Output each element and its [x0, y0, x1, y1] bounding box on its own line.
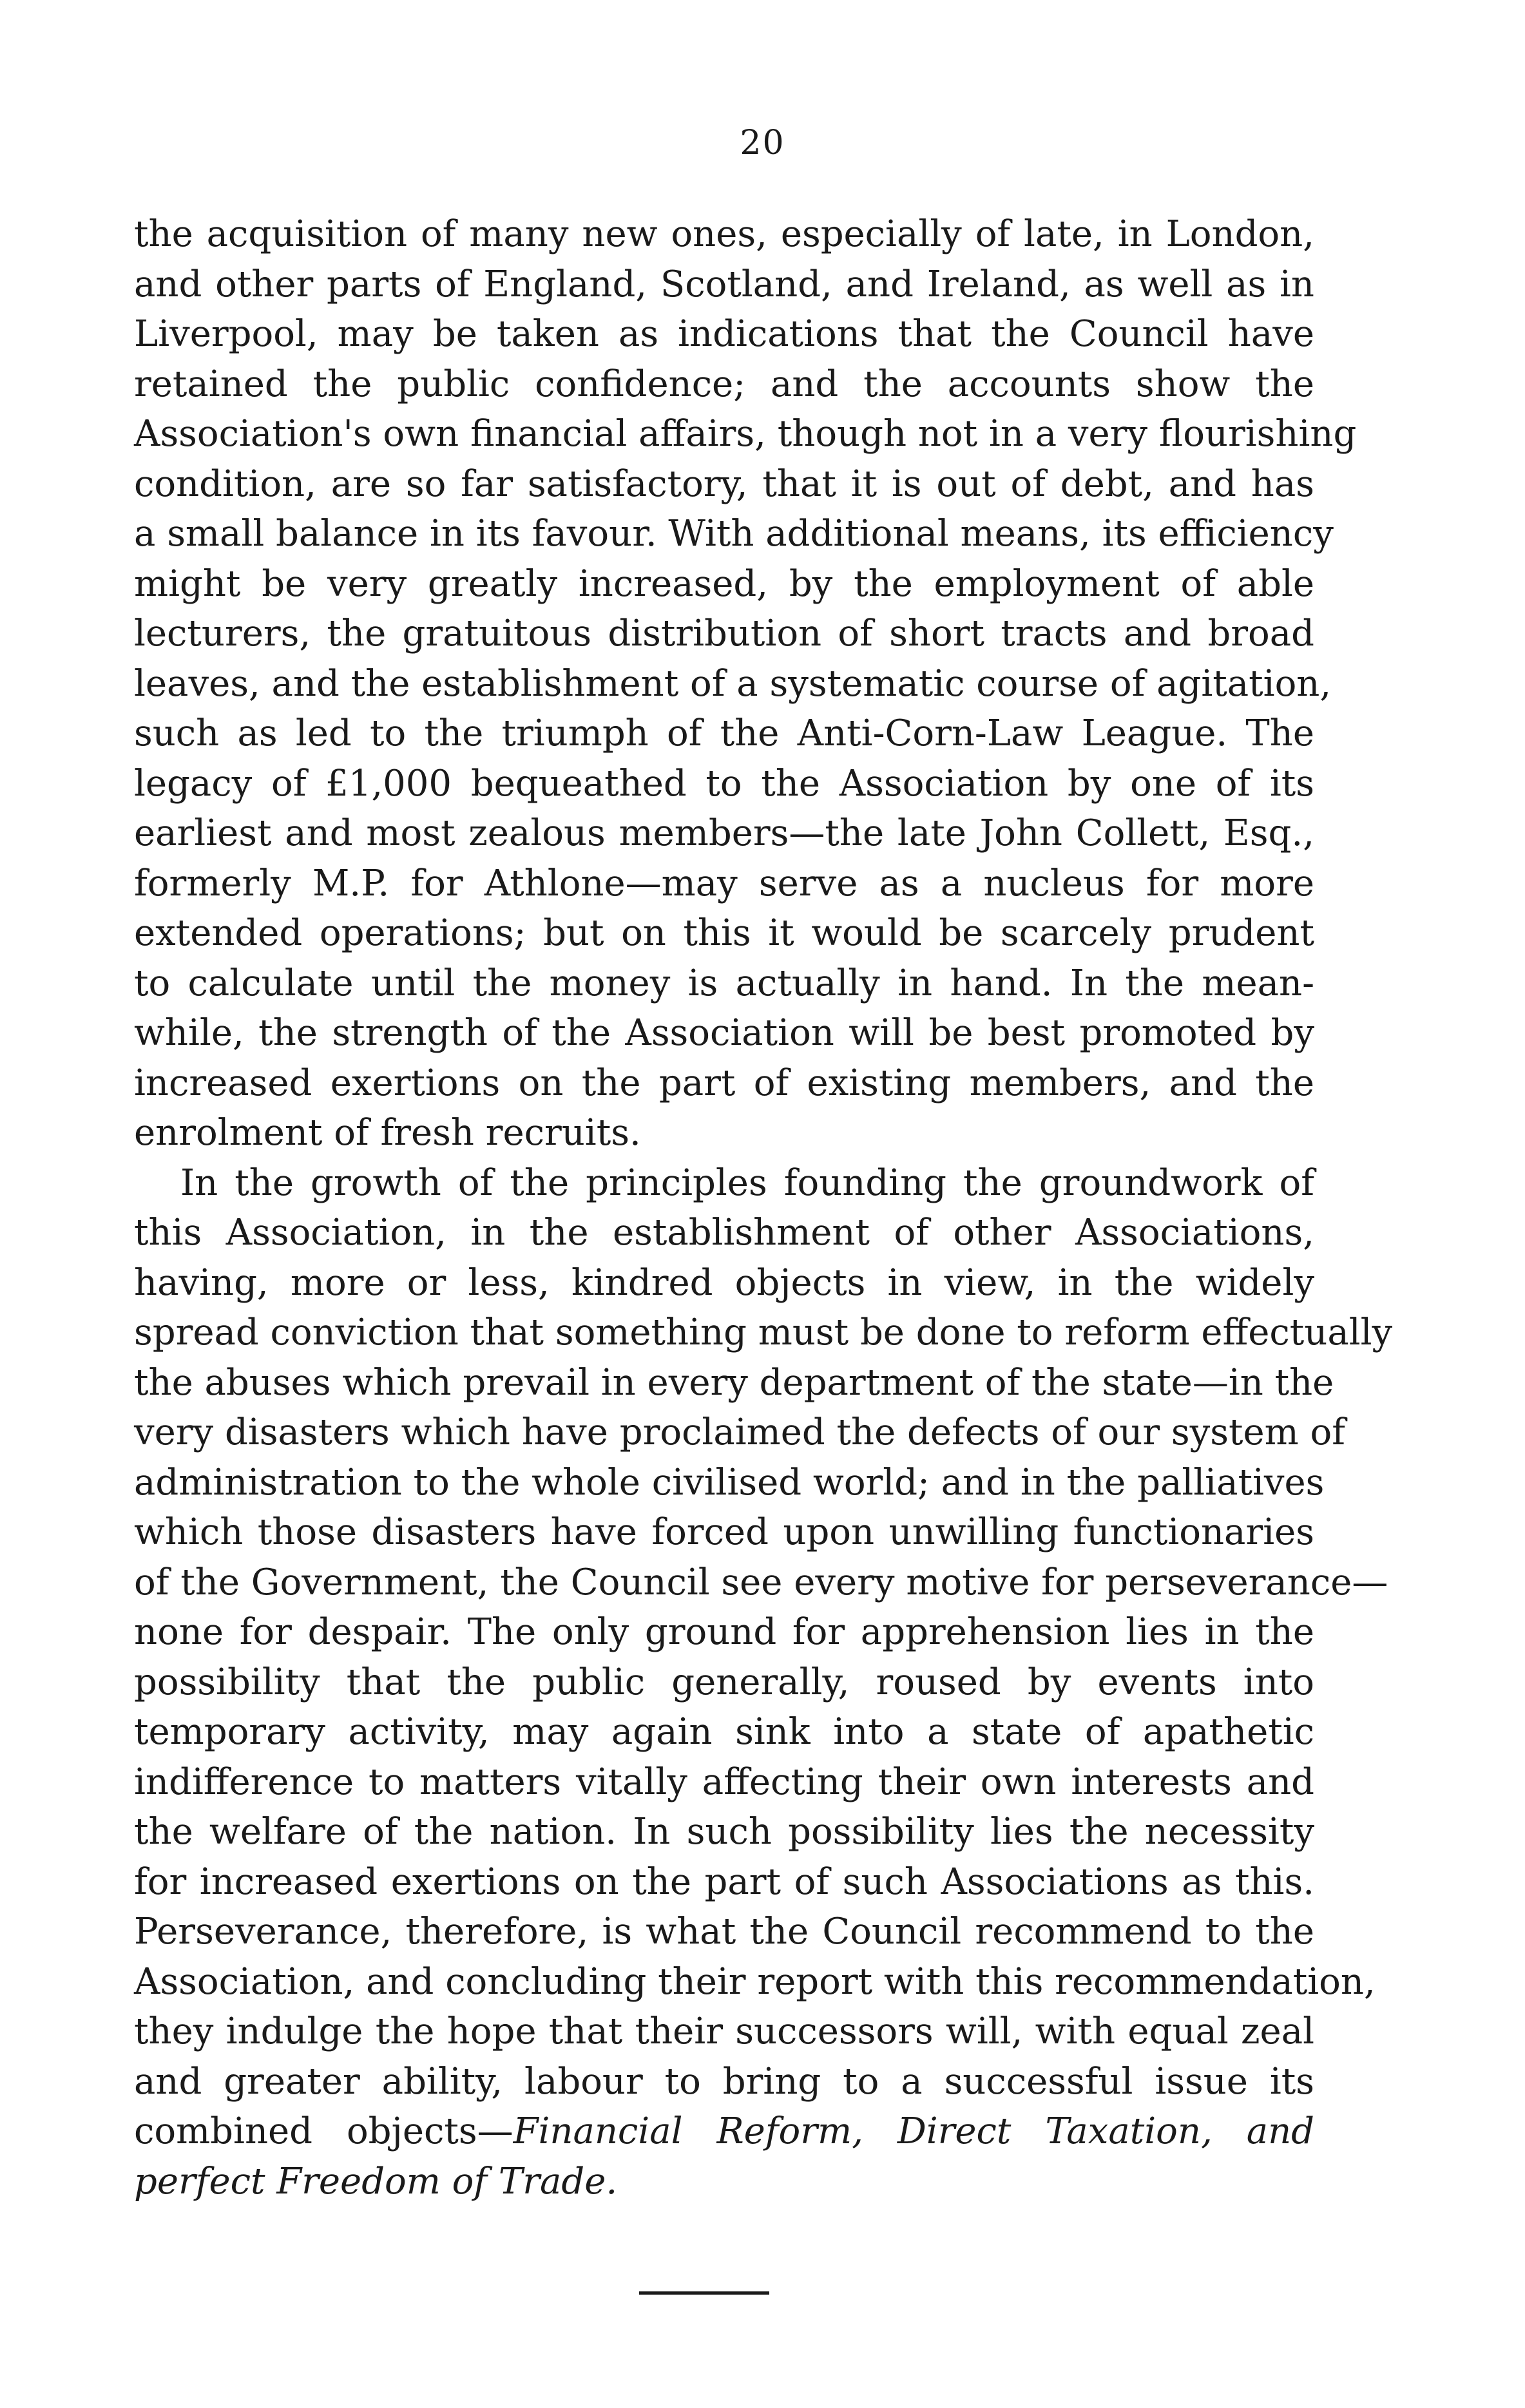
- text-line: condition, are so far satisfactory, that it is out of debt, and has: [134, 463, 1314, 505]
- text-line: retained the public confidence; and the accounts show the: [134, 363, 1314, 405]
- text-line: In the growth of the principles founding the groundwork of: [180, 1161, 1314, 1204]
- paragraph-1: [134, 209, 1357, 1158]
- text-line: they indulge the hope that their successors will, with equal zeal: [134, 2011, 1314, 2052]
- text-line: spread conviction that something must be done to reform effectually: [134, 1312, 1393, 1353]
- text-line: temporary activity, may again sink into a state of apathetic: [134, 1711, 1314, 1753]
- text-line: this Association, in the establishment of other Associations,: [134, 1212, 1314, 1254]
- text-line-roman-part: combined objects—: [134, 2110, 513, 2152]
- text-line: extended operations; but on this it would be scarcely prudent: [134, 912, 1314, 954]
- text-line: a small balance in its favour. With additional means, its efficiency: [134, 513, 1334, 555]
- text-line: none for despair. The only ground for apprehension lies in the: [134, 1611, 1314, 1653]
- text-line: while, the strength of the Association will be best promoted by: [134, 1012, 1314, 1054]
- text-line: of the Government, the Council see every motive for perseverance—: [134, 1561, 1388, 1603]
- paragraph-2: [134, 1158, 1393, 2207]
- text-line: lecturers, the gratuitous distribution of short tracts and broad: [134, 613, 1314, 655]
- text-line: and other parts of England, Scotland, and Ireland, as well as in: [134, 263, 1314, 305]
- text-line: and greater ability, labour to bring to a successful issue its: [134, 2060, 1314, 2103]
- text-line: Association, and concluding their report with this recommendation,: [134, 1960, 1376, 2003]
- text-line: might be very greatly increased, by the employment of able: [134, 562, 1314, 605]
- text-line: very disasters which have proclaimed the defects of our system of: [134, 1411, 1345, 1453]
- text-line: leaves, and the establishment of a systematic course of agitation,: [134, 662, 1332, 705]
- closing-rule: [639, 2291, 769, 2295]
- text-line: possibility that the public generally, roused by events into: [134, 1661, 1314, 1703]
- text-line: such as led to the triumph of the Anti-Corn-Law League. The: [134, 712, 1314, 754]
- text-line: which those disasters have forced upon unwilling functionaries: [134, 1511, 1314, 1553]
- text-line: the welfare of the nation. In such possibility lies the necessity: [134, 1811, 1314, 1853]
- text-line: for increased exertions on the part of such Associations as this.: [134, 1860, 1314, 1903]
- text-line: [134, 2107, 1314, 2157]
- text-line: Association's own financial affairs, though not in a very flourishing: [134, 413, 1357, 455]
- text-line: Liverpool, may be taken as indications that the Council have: [134, 313, 1314, 355]
- text-line-italic-part: Financial Reform, Direct Taxation, and: [513, 2110, 1315, 2152]
- text-line: to calculate until the money is actually in hand. In the mean-: [134, 962, 1314, 1004]
- text-line: formerly M.P. for Athlone—may serve as a nucleus for more: [134, 862, 1314, 904]
- text-line: indifference to matters vitally affecting their own interests and: [134, 1761, 1314, 1803]
- text-line-final: perfect Freedom of Trade.: [134, 2160, 618, 2203]
- text-line: having, more or less, kindred objects in view, in the widely: [134, 1261, 1314, 1304]
- text-line: legacy of £1,000 bequeathed to the Association by one of its: [134, 762, 1314, 805]
- text-line: the abuses which prevail in every department of the state—in the: [134, 1361, 1334, 1404]
- text-line: the acquisition of many new ones, especially of late, in London,: [134, 213, 1314, 255]
- text-line: earliest and most zealous members—the late John Collett, Esq.,: [134, 812, 1314, 854]
- text-line: enrolment of fresh recruits.: [134, 1112, 641, 1154]
- body-text: [134, 209, 1393, 2206]
- text-line: administration to the whole civilised world; and in the palliatives: [134, 1461, 1325, 1504]
- text-line: increased exertions on the part of existing members, and the: [134, 1062, 1314, 1104]
- text-line: Perseverance, therefore, is what the Council recommend to the: [134, 1911, 1314, 1953]
- page-number: 20: [740, 124, 785, 162]
